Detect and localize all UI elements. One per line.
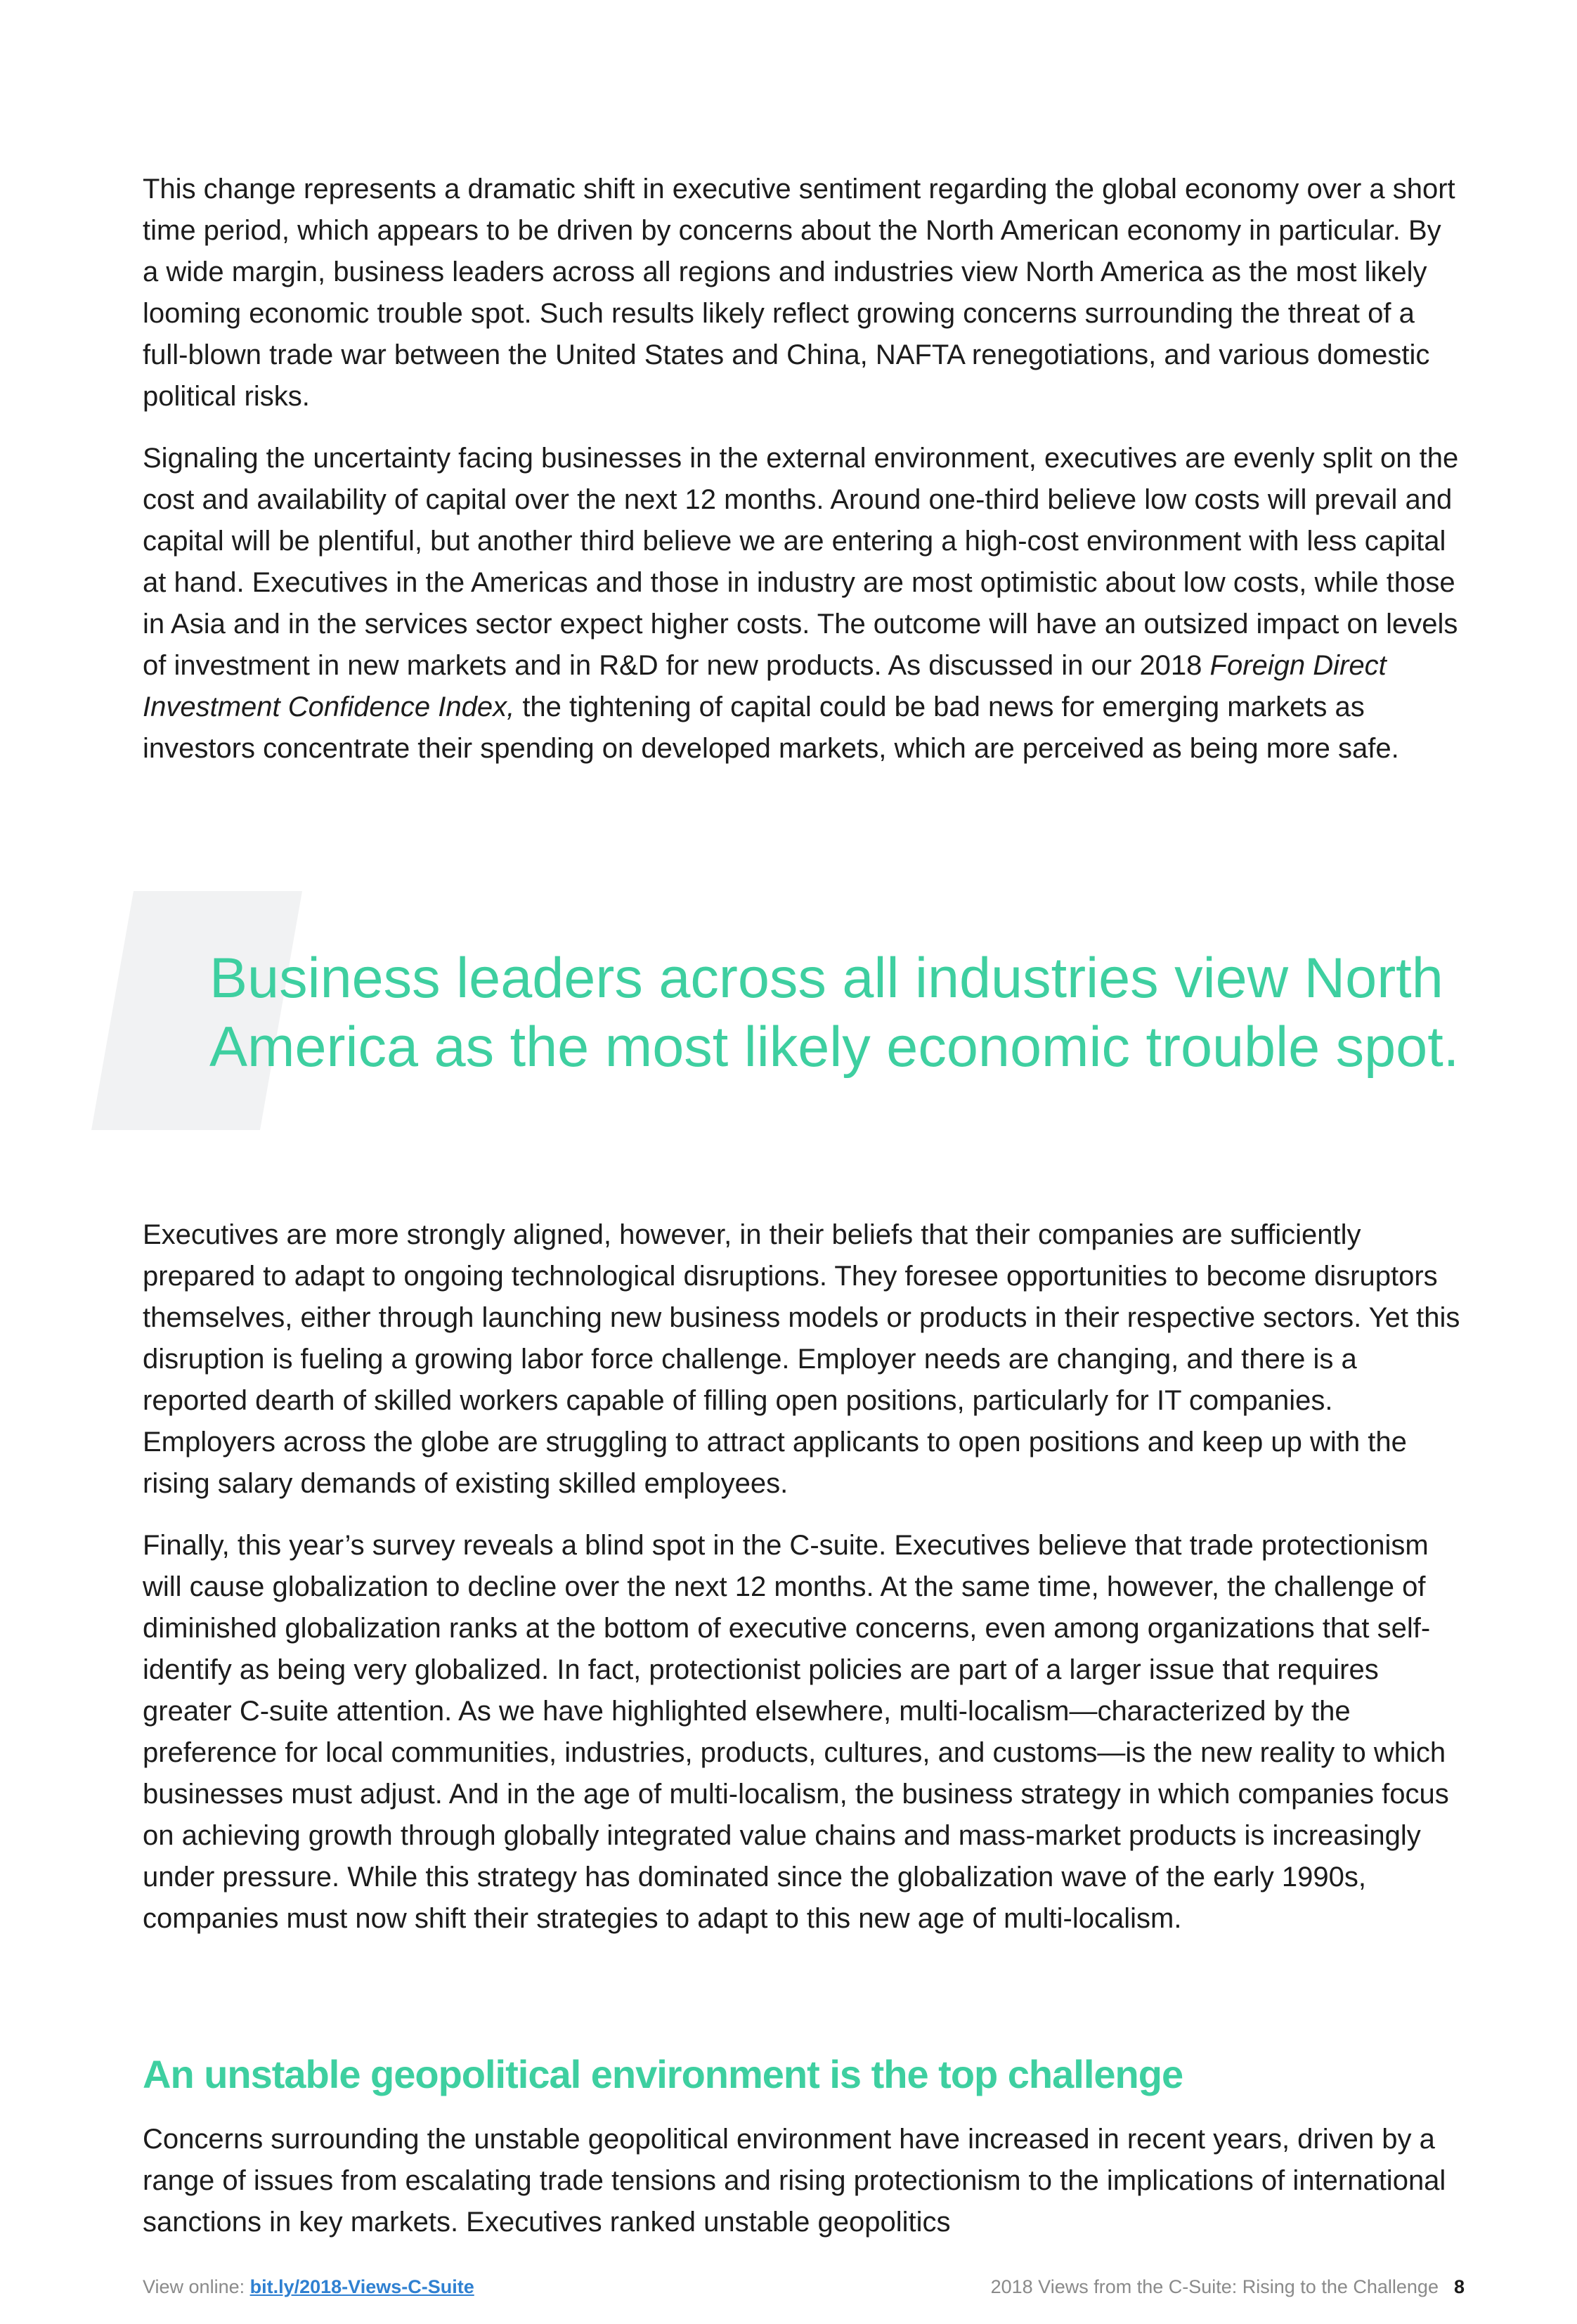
- view-online-link[interactable]: bit.ly/2018-Views-C-Suite: [249, 2276, 474, 2297]
- pull-quote-block: [91, 891, 1483, 1134]
- view-online-label: View online:: [143, 2276, 250, 2297]
- publication-title: 2018 Views from the C-Suite: Rising to the Challenge: [990, 2276, 1439, 2297]
- paragraph-economic-shift: This change represents a dramatic shift in executive sentiment regarding the global economy over a short time period, which appears to be driven by concerns about the North American economy in particular. By a wide margin, business leaders across all regions and industries view North America as the most likely looming economic trouble spot. Such results likely reflect growing concerns surrounding the threat of a full-blown trade war between the United States and China, NAFTA renegotiations, and various domestic political risks.: [143, 174, 1455, 412]
- fdi-index-title: Foreign Direct Investment Confidence Index,: [143, 650, 1387, 722]
- page-number: 8: [1453, 2276, 1465, 2297]
- paragraph-cost-of-capital-text-end: the tightening of capital could be bad news for emerging markets as investors concentrate their spending on developed markets, which are perceived as being more safe.: [143, 692, 1399, 764]
- footer-view-online: [143, 2275, 474, 2299]
- paragraph-cost-of-capital: [143, 438, 1464, 770]
- pull-quote-text: Business leaders across all industries view North America as the most likely economic trouble spot.: [209, 947, 1460, 1079]
- paragraph-tech-disruption: Executives are more strongly aligned, however, in their beliefs that their companies are sufficiently prepared to adapt to ongoing technological disruptions. They foresee opportunities to become disruptors themselves, either through launching new business models or products in their respective sectors. Yet this disruption is fueling a growing labor force challenge. Employer needs are changing, and there is a reported dearth of skilled workers capable of filling open positions, particularly for IT companies. Employers across the globe are struggling to attract applicants to open positions and keep up with the rising salary demands of existing skilled employees.: [143, 1219, 1460, 1499]
- paragraph-blind-spot: Finally, this year’s survey reveals a blind spot in the C-suite. Executives believe that trade protectionism will cause globalization to decline over the next 12 months. At the same time, however, the challenge of diminished globalization ranks at the bottom of executive concerns, even among organizations that self-identify as being very globalized. In fact, protectionist policies are part of a larger issue that requires greater C-suite attention. As we have highlighted elsewhere, multi-localism—characterized by the preference for local communities, industries, products, cultures, and customs—is the new reality to which businesses must adjust. And in the age of multi-localism, the business strategy in which companies focus on achieving growth through globally integrated value chains and mass-market products is increasingly under pressure. While this strategy has dominated since the globalization wave of the early 1990s, companies must now shift their strategies to adapt to this new age of multi-localism.: [143, 1530, 1449, 1934]
- section-heading: An unstable geopolitical environment is the top challenge: [143, 2052, 1183, 2096]
- paragraph-geopolitics: Concerns surrounding the unstable geopolitical environment have increased in recent years, driven by a range of issues from escalating trade tensions and rising protectionism to the implications of international sanctions in key markets. Executives ranked unstable geopolitics: [143, 2124, 1446, 2238]
- paragraph-cost-of-capital-text: Signaling the uncertainty facing businesses in the external environment, executives are evenly split on the cost and availability of capital over the next 12 months. Around one-third believe low costs will prevail and capital will be plentiful, but another third believe we are entering a high-cost environment with less capital at hand. Executives in the Americas and those in industry are most optimistic about low costs, while those in Asia and in the services sector expect higher costs. The outcome will have an outsized impact on levels of investment in new markets and in R&D for new products. As discussed in our 2018: [143, 443, 1459, 681]
- footer-publication: [991, 2275, 1465, 2299]
